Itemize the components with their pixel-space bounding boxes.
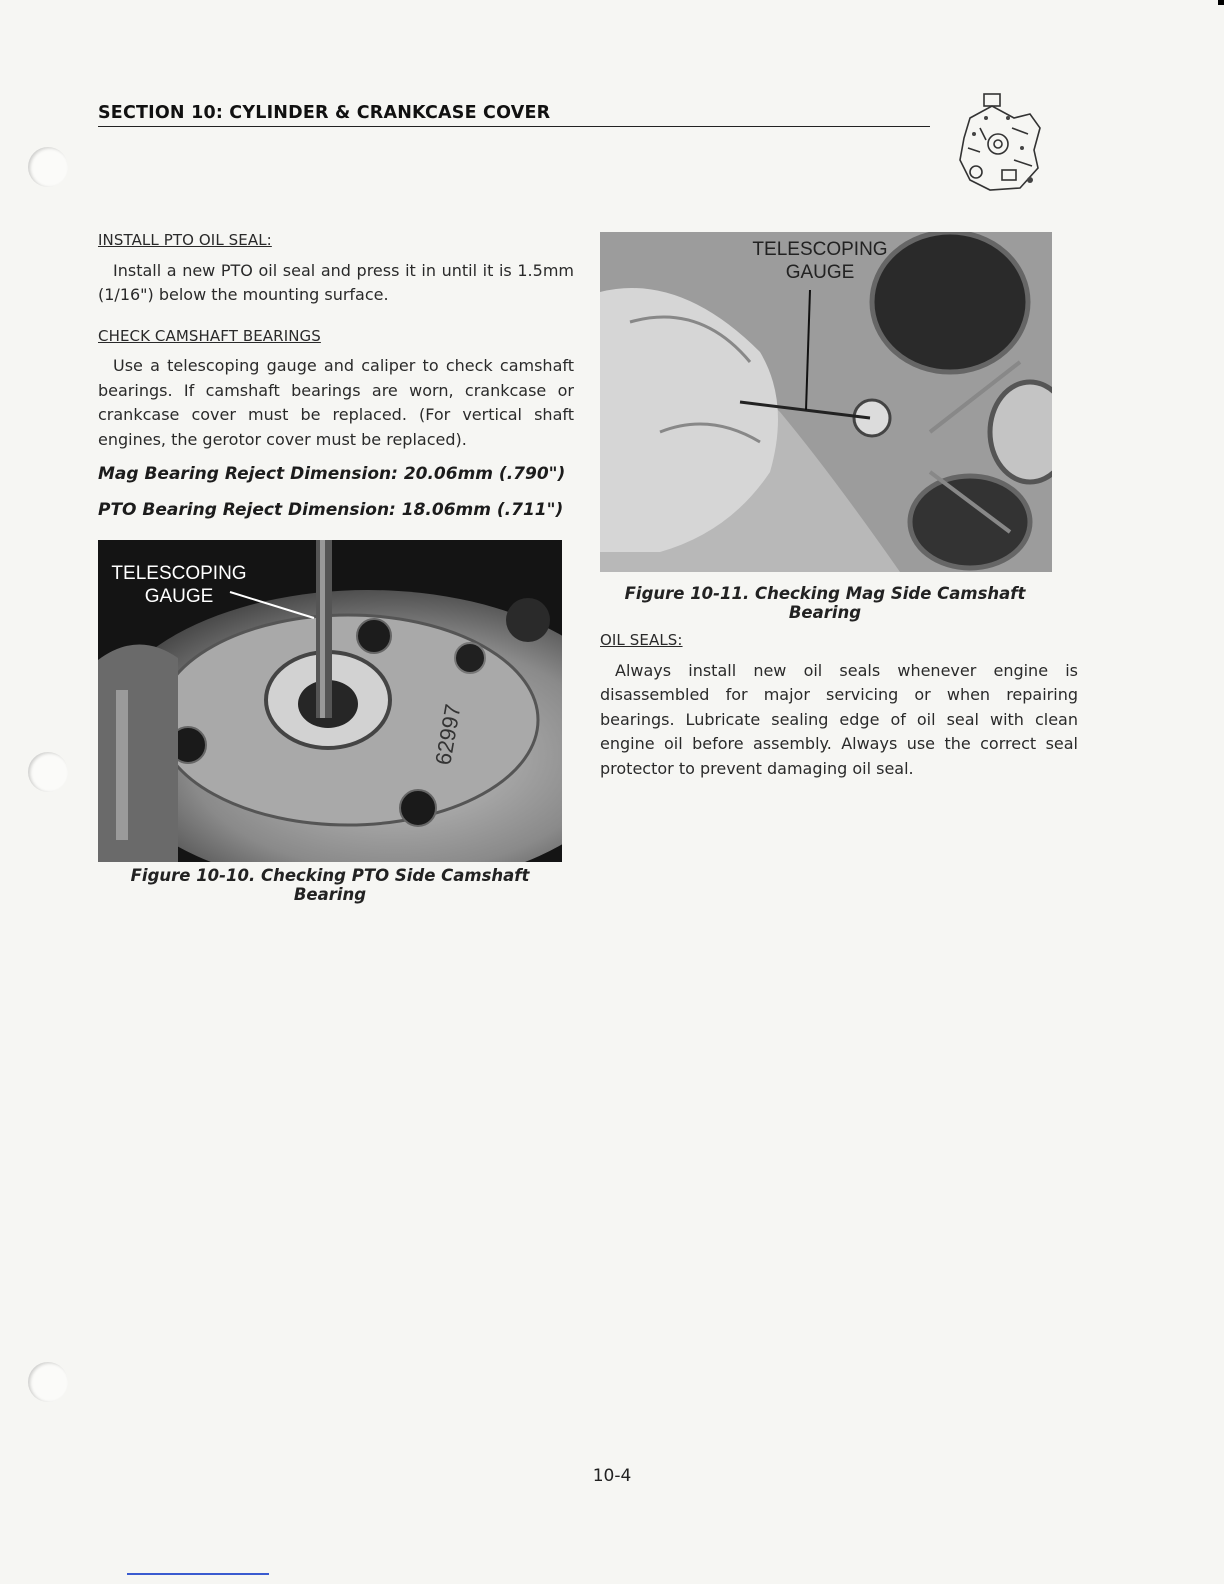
section-header [98, 103, 930, 127]
figure-10-10-label-line2: GAUGE [144, 586, 214, 607]
figure-10-11-label-line2: GAUGE [785, 262, 855, 283]
scan-blue-line [127, 1573, 269, 1575]
punch-hole-top [28, 147, 68, 187]
scan-edge-mark [1218, 0, 1224, 5]
punch-hole-middle [28, 752, 68, 792]
engine-illustration-icon [950, 88, 1050, 196]
figure-10-11-caption: Figure 10-11. Checking Mag Side Camshaft Bearing [624, 584, 1026, 622]
punch-hole-bottom [28, 1362, 68, 1402]
check-camshaft-bearings-heading: CHECK CAMSHAFT BEARINGS [98, 326, 321, 345]
left-column [98, 228, 574, 522]
oil-seals-heading: OIL SEALS: [600, 631, 683, 649]
install-pto-oil-seal-text: Install a new PTO oil seal and press it in until it is 1.5mm (1/16") below the mounting surface. [98, 260, 574, 304]
pto-bearing-reject-dimension: PTO Bearing Reject Dimension: 18.06mm (.711") [98, 499, 564, 520]
page-number: 10-4 [592, 1466, 632, 1486]
figure-10-10-part-number: 62997 [430, 702, 466, 767]
section-title: SECTION 10: CYLINDER & CRANKCASE COVER [98, 103, 930, 127]
figure-10-11-photo [600, 232, 1052, 572]
mag-bearing-reject-dimension: Mag Bearing Reject Dimension: 20.06mm (.790") [98, 464, 566, 484]
check-camshaft-bearings-text: Use a telescoping gauge and caliper to check camshaft bearings. If camshaft bearings are worn, crankcase or crankcase cover must be replaced. (For vertical shaft engines, the gerotor cover must be replaced). [98, 356, 574, 449]
figure-10-10-photo [98, 540, 562, 862]
figure-10-10-label-line1: TELESCOPING [111, 563, 247, 584]
right-column [600, 628, 1078, 781]
figure-10-10-label [104, 562, 254, 608]
install-pto-oil-seal-heading: INSTALL PTO OIL SEAL: [98, 231, 272, 249]
figure-10-10-caption: Figure 10-10. Checking PTO Side Camshaft Bearing [130, 866, 530, 904]
figure-10-11-label-line1: TELESCOPING [752, 239, 888, 260]
oil-seals-text: Always install new oil seals whenever engine is disassembled for major servicing or when repairing bearings. Lubricate sealing edge of oil seal with clean engine oil before assembly. Always use the correct seal protector to prevent damaging oil seal. [600, 660, 1078, 778]
figure-10-11-label [740, 238, 900, 284]
